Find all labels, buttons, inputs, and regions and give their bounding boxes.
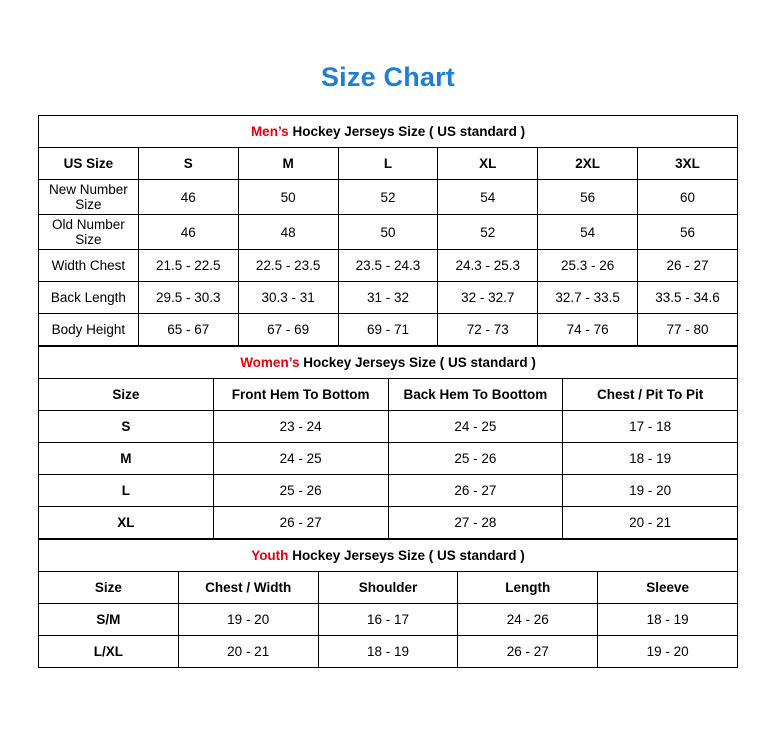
mens-row-2-cell-4: 25.3 - 26	[538, 250, 638, 282]
mens-row-2-label: Width Chest	[39, 250, 139, 282]
womens-row-3-label: XL	[39, 507, 214, 539]
table-section-header-row	[39, 540, 738, 572]
mens-row-1-cell-0: 46	[138, 215, 238, 250]
mens-row-3-cell-4: 32.7 - 33.5	[538, 282, 638, 314]
table-row	[39, 604, 738, 636]
youth-col-3: Length	[458, 572, 598, 604]
mens-row-3-cell-1: 30.3 - 31	[238, 282, 338, 314]
mens-col-6: 3XL	[638, 148, 738, 180]
mens-row-1-cell-2: 50	[338, 215, 438, 250]
mens-row-2-cell-1: 22.5 - 23.5	[238, 250, 338, 282]
womens-row-0-cell-1: 24 - 25	[388, 411, 563, 443]
mens-row-3-cell-5: 33.5 - 34.6	[638, 282, 738, 314]
youth-row-1-cell-0: 20 - 21	[178, 636, 318, 668]
page-title: Size Chart	[320, 62, 456, 92]
mens-row-0-cell-4: 56	[538, 180, 638, 215]
mens-row-1-cell-1: 48	[238, 215, 338, 250]
mens-col-0: US Size	[39, 148, 139, 180]
size-chart-page	[0, 62, 776, 754]
table-row	[39, 411, 738, 443]
mens-col-5: 2XL	[538, 148, 638, 180]
youth-col-1: Chest / Width	[178, 572, 318, 604]
mens-row-1-cell-5: 56	[638, 215, 738, 250]
womens-row-1-cell-1: 25 - 26	[388, 443, 563, 475]
mens-row-3-cell-3: 32 - 32.7	[438, 282, 538, 314]
youth-size-table	[38, 539, 738, 668]
mens-row-1-cell-3: 52	[438, 215, 538, 250]
table-row	[39, 314, 738, 346]
table-row	[39, 443, 738, 475]
mens-row-3-cell-0: 29.5 - 30.3	[138, 282, 238, 314]
womens-row-1-label: M	[39, 443, 214, 475]
table-row	[39, 475, 738, 507]
womens-row-0-cell-0: 23 - 24	[213, 411, 388, 443]
table-row	[39, 180, 738, 215]
youth-section-header-accent: Youth	[251, 548, 289, 563]
mens-row-0-cell-0: 46	[138, 180, 238, 215]
mens-row-4-cell-4: 74 - 76	[538, 314, 638, 346]
youth-row-1-cell-2: 26 - 27	[458, 636, 598, 668]
youth-section-header-rest: Hockey Jerseys Size ( US standard )	[288, 548, 525, 563]
youth-row-1-cell-3: 19 - 20	[598, 636, 738, 668]
womens-row-0-label: S	[39, 411, 214, 443]
mens-col-1: S	[138, 148, 238, 180]
mens-row-2-cell-3: 24.3 - 25.3	[438, 250, 538, 282]
mens-row-4-cell-5: 77 - 80	[638, 314, 738, 346]
mens-row-0-cell-3: 54	[438, 180, 538, 215]
table-section-header-row	[39, 116, 738, 148]
youth-row-0-cell-1: 16 - 17	[318, 604, 458, 636]
mens-col-4: XL	[438, 148, 538, 180]
mens-row-0-cell-2: 52	[338, 180, 438, 215]
mens-section-header-rest: Hockey Jerseys Size ( US standard )	[288, 124, 526, 139]
womens-col-1: Front Hem To Bottom	[213, 379, 388, 411]
youth-row-0-cell-2: 24 - 26	[458, 604, 598, 636]
youth-row-0-cell-0: 19 - 20	[178, 604, 318, 636]
mens-row-3-label: Back Length	[39, 282, 139, 314]
mens-row-1-cell-4: 54	[538, 215, 638, 250]
mens-row-0-cell-5: 60	[638, 180, 738, 215]
mens-row-4-cell-1: 67 - 69	[238, 314, 338, 346]
womens-row-2-label: L	[39, 475, 214, 507]
youth-row-1-label: L/XL	[39, 636, 179, 668]
youth-col-4: Sleeve	[598, 572, 738, 604]
womens-row-3-cell-2: 20 - 21	[563, 507, 738, 539]
mens-section-header	[39, 116, 738, 148]
womens-row-1-cell-2: 18 - 19	[563, 443, 738, 475]
mens-row-4-cell-0: 65 - 67	[138, 314, 238, 346]
table-row	[39, 636, 738, 668]
table-section-header-row	[39, 347, 738, 379]
womens-row-3-cell-0: 26 - 27	[213, 507, 388, 539]
youth-section-header	[39, 540, 738, 572]
womens-row-2-cell-2: 19 - 20	[563, 475, 738, 507]
youth-col-2: Shoulder	[318, 572, 458, 604]
mens-section-header-accent: Men’s	[250, 124, 289, 139]
table-header-row	[39, 148, 738, 180]
womens-row-1-cell-0: 24 - 25	[213, 443, 388, 475]
mens-row-4-cell-3: 72 - 73	[438, 314, 538, 346]
mens-row-0-label: New Number Size	[39, 180, 139, 215]
youth-col-0: Size	[39, 572, 179, 604]
mens-row-1-label: Old Number Size	[39, 215, 139, 250]
womens-section-header-accent: Women’s	[240, 355, 300, 370]
mens-row-2-cell-2: 23.5 - 24.3	[338, 250, 438, 282]
womens-row-0-cell-2: 17 - 18	[563, 411, 738, 443]
mens-row-2-cell-0: 21.5 - 22.5	[138, 250, 238, 282]
womens-col-2: Back Hem To Boottom	[388, 379, 563, 411]
womens-row-2-cell-0: 25 - 26	[213, 475, 388, 507]
mens-row-4-cell-2: 69 - 71	[338, 314, 438, 346]
table-row	[39, 282, 738, 314]
mens-col-3: L	[338, 148, 438, 180]
womens-col-0: Size	[39, 379, 214, 411]
womens-size-table	[38, 346, 738, 539]
womens-section-header-rest: Hockey Jerseys Size ( US standard )	[299, 355, 536, 370]
table-header-row	[39, 572, 738, 604]
mens-col-2: M	[238, 148, 338, 180]
youth-row-1-cell-1: 18 - 19	[318, 636, 458, 668]
womens-row-2-cell-1: 26 - 27	[388, 475, 563, 507]
womens-section-header	[39, 347, 738, 379]
mens-row-0-cell-1: 50	[238, 180, 338, 215]
table-row	[39, 507, 738, 539]
mens-row-3-cell-2: 31 - 32	[338, 282, 438, 314]
womens-row-3-cell-1: 27 - 28	[388, 507, 563, 539]
mens-row-2-cell-5: 26 - 27	[638, 250, 738, 282]
tables-container	[38, 115, 738, 668]
mens-size-table	[38, 115, 738, 346]
table-header-row	[39, 379, 738, 411]
table-row	[39, 215, 738, 250]
mens-row-4-label: Body Height	[39, 314, 139, 346]
table-row	[39, 250, 738, 282]
youth-row-0-label: S/M	[39, 604, 179, 636]
womens-col-3: Chest / Pit To Pit	[563, 379, 738, 411]
youth-row-0-cell-3: 18 - 19	[598, 604, 738, 636]
